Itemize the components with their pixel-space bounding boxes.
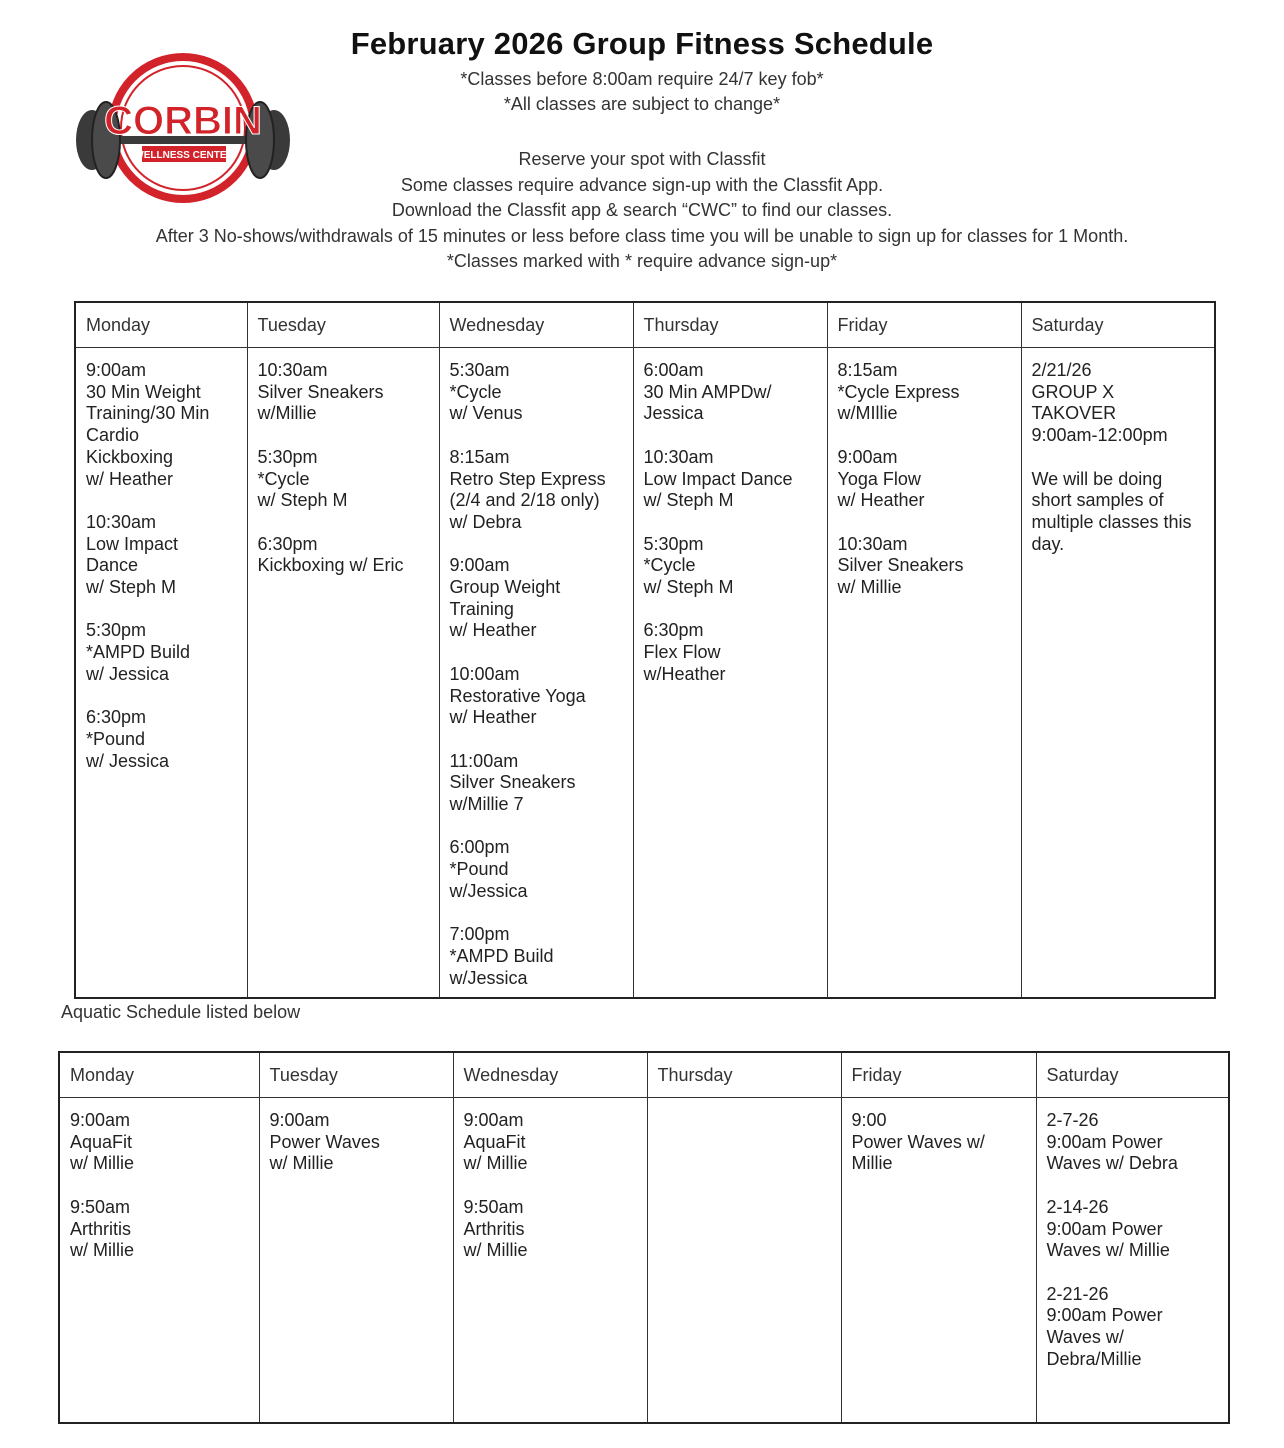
aquatic-day-cell-wednesday <box>453 1098 647 1424</box>
aquatic-day-cell-friday <box>841 1098 1036 1424</box>
class-entry-line: Training <box>449 598 514 619</box>
note-line: *All classes are subject to change* <box>503 94 781 114</box>
class-entry-line: 9:50am <box>463 1196 524 1217</box>
class-entry-line: 6:30pm <box>257 533 318 554</box>
class-entry-line: 9:00am <box>86 360 147 380</box>
class-entry <box>1047 1197 1219 1262</box>
class-entry-line: w/ Steph M <box>257 490 348 511</box>
class-entry-line: TAKOVER <box>1031 403 1117 424</box>
class-entry-line: GROUP X <box>1031 381 1115 402</box>
class-entry <box>644 620 817 685</box>
class-entry <box>852 1110 1026 1175</box>
class-entry-line: Cardio <box>86 425 140 446</box>
class-entry <box>1047 1284 1219 1371</box>
page-title: February 2026 Group Fitness Schedule <box>350 26 934 61</box>
class-entry-line: *AMPD Build <box>86 642 191 663</box>
class-entry <box>838 447 1011 512</box>
class-entry-line: 7:00pm <box>449 924 510 945</box>
class-entry-line: Yoga Flow <box>837 468 921 489</box>
class-entry-line: short samples of <box>1031 490 1164 511</box>
class-entry-line: Silver Sneakers <box>257 381 384 402</box>
class-entry <box>258 534 429 577</box>
note-line: After 3 No-shows/withdrawals of 15 minutes or less before class time you will be unable to sign up for classes for 1 Month. <box>155 225 1129 246</box>
class-entry-line: w/ Millie <box>70 1240 135 1261</box>
class-entry-line: 9:00am Power <box>1046 1305 1163 1326</box>
class-entry-line: *Pound <box>449 859 509 880</box>
class-entry-line: Flex Flow <box>643 642 721 663</box>
class-entry-line: *Pound <box>86 728 146 749</box>
class-entry-line: 9:00am <box>463 1110 524 1130</box>
class-entry-line: w/ Heather <box>86 468 174 489</box>
class-entry-line: Waves w/ <box>1046 1327 1124 1347</box>
class-entry-line: multiple classes this <box>1031 511 1192 532</box>
class-entry-line: *AMPD Build <box>449 945 554 966</box>
class-entry <box>450 555 623 642</box>
class-entry <box>644 360 817 425</box>
class-entry-line: AquaFit <box>70 1131 133 1152</box>
aquatic-day-header-tuesday: Tuesday <box>259 1052 453 1098</box>
class-entry-line: 2-14-26 <box>1046 1196 1109 1217</box>
class-entry <box>450 664 623 729</box>
class-entry-line: Waves w/ Millie <box>1046 1240 1170 1261</box>
class-entry-line: 8:15am <box>837 360 898 380</box>
aquatic-day-header-monday: Monday <box>59 1052 259 1098</box>
class-entry-line: w/Heather <box>643 663 726 684</box>
class-entry-line: 2-21-26 <box>1046 1283 1109 1304</box>
class-entry-line: 2/21/26 <box>1031 360 1092 380</box>
fitness-day-cell-monday <box>75 348 247 999</box>
aquatic-day-cell-thursday <box>647 1098 841 1424</box>
class-entry-line: Arthritis <box>70 1218 132 1239</box>
class-entry <box>644 534 817 599</box>
class-entry <box>450 360 623 425</box>
class-entry-line: 5:30pm <box>86 620 147 641</box>
class-entry-line: w/ Steph M <box>643 577 734 597</box>
class-entry-line: Arthritis <box>463 1218 525 1239</box>
fitness-day-cell-saturday <box>1021 348 1215 999</box>
class-entry-line: w/Jessica <box>449 880 528 901</box>
aquatic-schedule-table <box>58 1051 1230 1424</box>
logo-wordmark: CORBIN <box>104 99 262 143</box>
corbin-logo <box>70 50 296 206</box>
class-entry-line: 9:00 <box>851 1110 887 1130</box>
class-entry-line: 10:30am <box>257 360 328 380</box>
fitness-day-header-saturday: Saturday <box>1021 302 1215 348</box>
class-entry-line: 10:30am <box>837 533 908 554</box>
class-entry-line: 9:00am <box>70 1110 131 1130</box>
class-entry-line: w/ Debra <box>449 511 522 532</box>
class-entry-line: Kickboxing <box>86 446 174 467</box>
note-line: Reserve your spot with Classfit <box>518 149 766 169</box>
class-entry <box>270 1110 443 1175</box>
note-line: *Classes before 8:00am require 24/7 key fob* <box>460 69 824 89</box>
class-entry-line: w/ Jessica <box>86 663 170 684</box>
fitness-day-cell-thursday <box>633 348 827 999</box>
class-entry-line: w/ Heather <box>449 620 537 641</box>
class-entry-line: We will be doing <box>1031 468 1163 489</box>
class-entry-line: 9:50am <box>70 1196 131 1217</box>
fitness-day-header-friday: Friday <box>827 302 1021 348</box>
class-entry-line: w/Millie <box>257 403 317 424</box>
class-entry-line: w/MIllie <box>837 403 898 424</box>
fitness-header-row <box>75 302 1215 348</box>
class-entry <box>1032 360 1205 447</box>
class-entry-line: Power Waves w/ <box>851 1131 985 1152</box>
class-entry-line: 11:00am <box>449 750 519 771</box>
class-entry-line: *Cycle Express <box>837 381 960 402</box>
class-entry-line: Jessica <box>643 403 704 424</box>
aquatic-day-header-thursday: Thursday <box>647 1052 841 1098</box>
class-entry-line: 9:00am <box>449 555 510 576</box>
class-entry <box>450 924 623 989</box>
note-line: *Classes marked with * require advance sign-up* <box>446 251 838 271</box>
class-entry <box>1047 1110 1219 1175</box>
class-entry-line: day. <box>1031 533 1065 554</box>
class-entry-line: 10:30am <box>643 446 714 467</box>
class-entry-line: Low Impact Dance <box>643 468 793 489</box>
class-entry-line: w/ Millie <box>269 1153 334 1174</box>
class-entry-line: (2/4 and 2/18 only) <box>449 490 600 511</box>
class-entry-line: 9:00am Power <box>1046 1131 1163 1152</box>
class-entry <box>70 1110 249 1175</box>
class-entry-line: 30 Min AMPDw/ <box>643 381 772 402</box>
class-entry-line: 10:30am <box>86 511 157 532</box>
class-entry <box>644 447 817 512</box>
fitness-schedule-table <box>74 301 1216 999</box>
class-entry <box>86 360 237 490</box>
aquatic-header-row <box>59 1052 1229 1098</box>
class-entry <box>450 837 623 902</box>
class-entry-line: Low Impact <box>86 533 179 554</box>
class-entry-line: Silver Sneakers <box>449 772 576 793</box>
class-entry-line: Group Weight <box>449 577 561 597</box>
class-entry <box>1032 469 1205 556</box>
fitness-day-cell-friday <box>827 348 1021 999</box>
class-entry-line: Power Waves <box>269 1131 380 1152</box>
class-entry-line: 6:00pm <box>449 837 510 858</box>
class-entry-line: 9:00am-12:00pm <box>1031 425 1168 446</box>
class-entry-line: *Cycle <box>257 468 310 489</box>
class-entry-line: 6:00am <box>643 360 704 380</box>
class-entry-line: Waves w/ Debra <box>1046 1153 1178 1174</box>
fitness-day-header-thursday: Thursday <box>633 302 827 348</box>
class-entry-line: 6:30pm <box>643 620 704 641</box>
class-entry-line: Restorative Yoga <box>449 685 586 706</box>
class-entry-line: w/ Millie <box>463 1240 528 1261</box>
class-entry-line: 8:15am <box>449 446 510 467</box>
note-line: Download the Classfit app & search “CWC” to find our classes. <box>391 200 893 220</box>
class-entry-line: Millie <box>851 1153 893 1174</box>
class-entry-line: Retro Step Express <box>449 468 606 489</box>
aquatic-note: Aquatic Schedule listed below <box>61 1002 301 1022</box>
aquatic-day-header-saturday: Saturday <box>1036 1052 1229 1098</box>
class-entry-line: 5:30am <box>449 360 510 380</box>
class-entry-line: Debra/Millie <box>1046 1348 1142 1369</box>
fitness-day-header-monday: Monday <box>75 302 247 348</box>
class-entry-line: 6:30pm <box>86 707 147 728</box>
class-entry-line: w/ Jessica <box>86 750 170 771</box>
fitness-day-cell-tuesday <box>247 348 439 999</box>
class-entry-line: Silver Sneakers <box>837 555 964 576</box>
class-entry <box>258 447 429 512</box>
class-entry-line: w/ Venus <box>449 403 523 424</box>
class-entry-line: w/Jessica <box>449 967 528 988</box>
fitness-body-row <box>75 348 1215 999</box>
class-entry-line: 9:00am Power <box>1046 1218 1163 1239</box>
aquatic-day-cell-saturday <box>1036 1098 1229 1424</box>
class-entry-line: w/Millie 7 <box>449 794 524 814</box>
class-entry <box>86 707 237 772</box>
class-entry <box>838 534 1011 599</box>
class-entry-line: w/ Millie <box>463 1153 528 1174</box>
note-line: Some classes require advance sign-up with the Classfit App. <box>400 174 884 195</box>
aquatic-body-row <box>59 1098 1229 1424</box>
aquatic-day-header-wednesday: Wednesday <box>453 1052 647 1098</box>
aquatic-day-cell-tuesday <box>259 1098 453 1424</box>
class-entry-line: Dance <box>86 555 139 576</box>
class-entry-line: w/ Millie <box>70 1153 135 1174</box>
class-entry <box>86 512 237 599</box>
class-entry-line: w/ Heather <box>837 490 925 511</box>
class-entry-line: *Cycle <box>449 381 502 402</box>
aquatic-day-cell-monday <box>59 1098 259 1424</box>
class-entry <box>464 1110 637 1175</box>
class-entry <box>450 447 623 534</box>
class-entry-line: w/ Steph M <box>643 490 734 511</box>
class-entry <box>70 1197 249 1262</box>
class-entry-line: w/ Heather <box>449 707 537 728</box>
class-entry-line: *Cycle <box>643 555 696 576</box>
class-entry-line: 9:00am <box>837 446 898 467</box>
logo-subtitle: WELLNESS CENTER <box>134 150 234 161</box>
class-entry-line: Kickboxing w/ Eric <box>257 555 404 576</box>
class-entry-line: 10:00am <box>449 663 520 684</box>
aquatic-day-header-friday: Friday <box>841 1052 1036 1098</box>
class-entry-line: w/ Steph M <box>86 577 177 598</box>
fitness-day-header-tuesday: Tuesday <box>247 302 439 348</box>
class-entry <box>464 1197 637 1262</box>
class-entry-line: 9:00am <box>269 1110 330 1130</box>
class-entry <box>838 360 1011 425</box>
class-entry-line: 30 Min Weight <box>86 381 201 402</box>
class-entry-line: w/ Millie <box>837 577 902 597</box>
fitness-day-cell-wednesday <box>439 348 633 999</box>
class-entry-line: 5:30pm <box>257 446 318 467</box>
class-entry-line: 2-7-26 <box>1046 1110 1099 1130</box>
class-entry-line: 5:30pm <box>643 533 704 554</box>
class-entry-line: Training/30 Min <box>86 403 210 424</box>
class-entry <box>86 620 237 685</box>
fitness-day-header-wednesday: Wednesday <box>439 302 633 348</box>
class-entry <box>450 751 623 816</box>
class-entry <box>258 360 429 425</box>
class-entry-line: AquaFit <box>463 1131 526 1152</box>
